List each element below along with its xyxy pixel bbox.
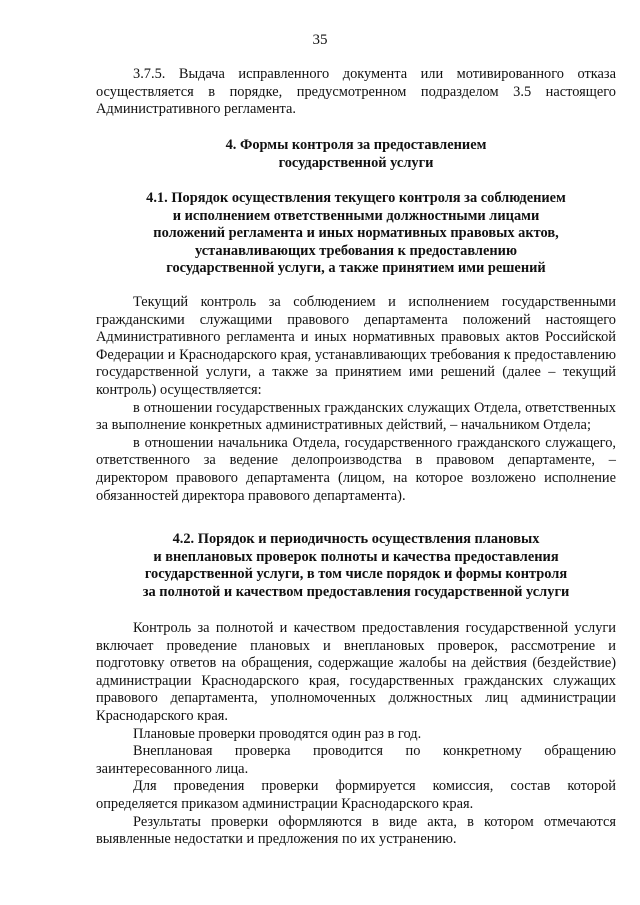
heading-line: положений регламента и иных нормативных правовых актов, [153, 225, 559, 242]
paragraph-text: 3.7.5. Выдача исправленного документа или мотивированного отказа осуществляется в порядке, предусмотренном подразделом 3.5 настоящего Административного регламента. [96, 66, 616, 118]
heading-line: и внеплановых проверок полноты и качества предоставления [153, 548, 559, 565]
heading-line: 4.2. Порядок и периодичность осуществления плановых [172, 531, 540, 547]
paragraph-text: в отношении государственных гражданских служащих Отдела, ответственных за выполнение конкретных административных действий, – начальником Отдела; [96, 399, 616, 434]
paragraph-text: Внеплановая проверка проводится по конкретному обращению заинтересованного лица. [96, 743, 616, 777]
section-4-2-body [96, 620, 616, 849]
paragraph-text: в отношении начальника Отдела, государственного гражданского служащего, ответственного за ведение делопроизводства в правовом департаменте, – директором правового департамента (лицом, на которое возложено исполнение обязанностей директора правового департамента). [96, 434, 616, 504]
paragraph-text: Текущий контроль за соблюдением и исполнением государственными гражданскими служащими правового департамента положений настоящего Административного регламента и иных нормативных правовых актов Российской Федерации и Краснодарского края, устанавливающих требования к предоставлению государственной услуги, а также за принятием ими решений (далее – текущий контроль) осуществляется: [96, 294, 616, 398]
heading-line: 4. Формы контроля за предоставлением [225, 137, 487, 153]
paragraph-3-7-5 [96, 66, 616, 119]
heading-line: государственной услуги, в том числе порядок и формы контроля [144, 566, 568, 583]
heading-line: за полнотой и качеством предоставления государственной услуги [142, 583, 570, 600]
heading-line: 4.1. Порядок осуществления текущего контроля за соблюдением [146, 190, 566, 206]
heading-line: и исполнением ответственными должностными лицами [172, 207, 540, 224]
section-4-1-heading [96, 190, 616, 278]
heading-line: устанавливающих требования к предоставлению [195, 242, 517, 259]
paragraph-text: Результаты проверки оформляются в виде акта, в котором отмечаются выявленные недостатки и предложения по их устранению. [96, 813, 616, 848]
heading-line: государственной услуги, а также принятием ими решений [166, 260, 546, 277]
paragraph-text: Плановые проверки проводятся один раз в год. [133, 725, 422, 742]
section-4-1-body [96, 294, 616, 505]
page-number: 35 [312, 32, 328, 48]
paragraph-text: Контроль за полнотой и качеством предоставления государственной услуги включает проведение плановых и внеплановых проверок, рассмотрение и подготовку ответов на обращения, содержащие жалобы на действия (бездействие) администрации Краснодарского края, государственных гражданских служащих правового департамента, уполномоченных должностных лиц администрации Краснодарского края. [96, 620, 616, 724]
section-4-2-heading [96, 531, 616, 601]
heading-line: государственной услуги [278, 154, 434, 171]
paragraph-text: Для проведения проверки формируется комиссия, состав которой определяется приказом администрации Краснодарского края. [96, 778, 616, 812]
section-4-heading [96, 137, 616, 172]
